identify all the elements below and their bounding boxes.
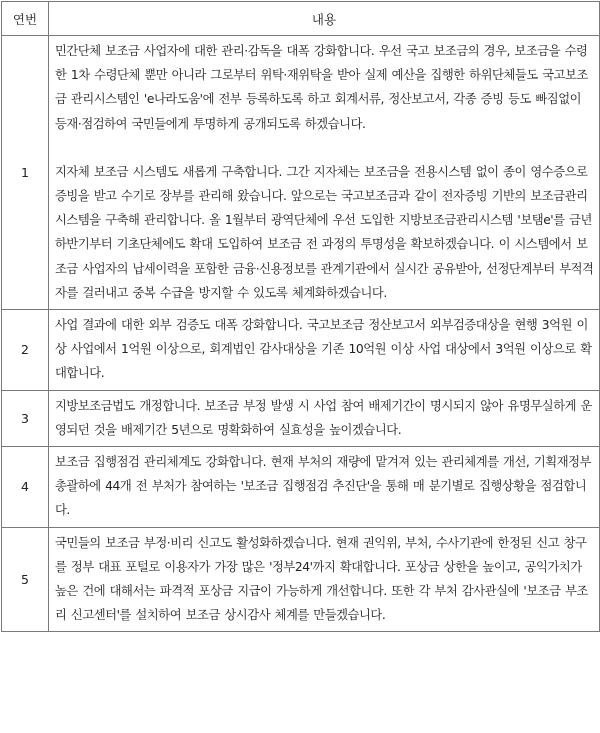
content-table — [1, 1, 600, 632]
row-paragraph: 민간단체 보조금 사업자에 대한 관리·감독을 대폭 강화합니다. 우선 국고 보조금의 경우, 보조금을 수령한 1차 수령단체 뿐만 아니라 그로부터 위탁·재위탁을 받아 실제 예산을 집행한 하위단체들도 국고보조금 관리시스템인 'e나라도움'에 전부 등록하도록 하고 회계서류, 정산보고서, 각종 증빙 등도 빠짐없이 등재·점검하여 국민들에게 투명하게 공개되도록 하겠습니다. — [55, 44, 588, 131]
row-paragraph: 지자체 보조금 시스템도 새롭게 구축합니다. 그간 지자체는 보조금을 전용시스템 없이 종이 영수증으로 증빙을 받고 수기로 장부를 관리해 왔습니다. 앞으로는 국고보조금과 같이 전자증빙 기반의 보조금관리시스템을 구축해 관리합니다. 올 1월부터 광역단체에 우선 도입한 지방보조금관리시스템 '보탬e'를 금년 하반기부터 기초단체에도 확대 도입하여 보조금 전 과정의 투명성을 확보하겠습니다. 이 시스템에서 보조금 사업자의 납세이력을 포함한 금융·신용정보를 관계기관에서 실시간 공유받아, 선정단계부터 부적격자를 걸러내고 중복 수급을 방지할 수 있도록 체계화하겠습니다. — [55, 164, 594, 300]
row-paragraph: 보조금 집행점검 관리체계도 강화합니다. 현재 부처의 재량에 맡겨져 있는 관리체계를 개선, 기획재정부 총괄하에 44개 전 부처가 참여하는 '보조금 집행점검 추진단'을 통해 매 분기별로 집행상황을 점검합니다. — [55, 455, 591, 518]
row-number: 1 — [2, 36, 49, 310]
row-number: 5 — [2, 527, 49, 632]
table-row — [2, 447, 600, 528]
table-row — [2, 310, 600, 391]
row-content — [49, 390, 600, 446]
table-row — [2, 390, 600, 446]
table-header-row — [2, 2, 600, 36]
header-content: 내용 — [49, 2, 600, 36]
row-paragraph: 국민들의 보조금 부정·비리 신고도 활성화하겠습니다. 현재 권익위, 부처, 수사기관에 한정된 신고 창구를 정부 대표 포털로 이용자가 가장 많은 '정부24'까지 확대합니다. 포상금 상한을 높이고, 공익가치가 높은 건에 대해서는 파격적 포상금 지급이 가능하게 개선합니다. 또한 각 부처 감사관실에 '보조금 부조리 신고센터'를 설치하여 보조금 상시감사 체계를 만들겠습니다. — [55, 535, 588, 623]
row-number: 4 — [2, 447, 49, 528]
row-number: 3 — [2, 390, 49, 446]
row-content — [49, 527, 600, 632]
row-paragraph: 사업 결과에 대한 외부 검증도 대폭 강화합니다. 국고보조금 정산보고서 외부검증대상을 현행 3억원 이상 사업에서 1억원 이상으로, 회계법인 감사대상을 기존 10억원 이상 사업 대상에서 3억원 이상으로 확대합니다. — [55, 318, 592, 381]
row-number: 2 — [2, 310, 49, 391]
table-row — [2, 527, 600, 632]
row-content — [49, 310, 600, 391]
table-row — [2, 36, 600, 310]
row-content — [49, 36, 600, 310]
header-no: 연번 — [2, 2, 49, 36]
row-paragraph: 지방보조금법도 개정합니다. 보조금 부정 발생 시 사업 참여 배제기간이 명시되지 않아 유명무실하게 운영되던 것을 배제기간 5년으로 명확화하여 실효성을 높이겠습니다. — [55, 398, 592, 437]
row-content — [49, 447, 600, 528]
